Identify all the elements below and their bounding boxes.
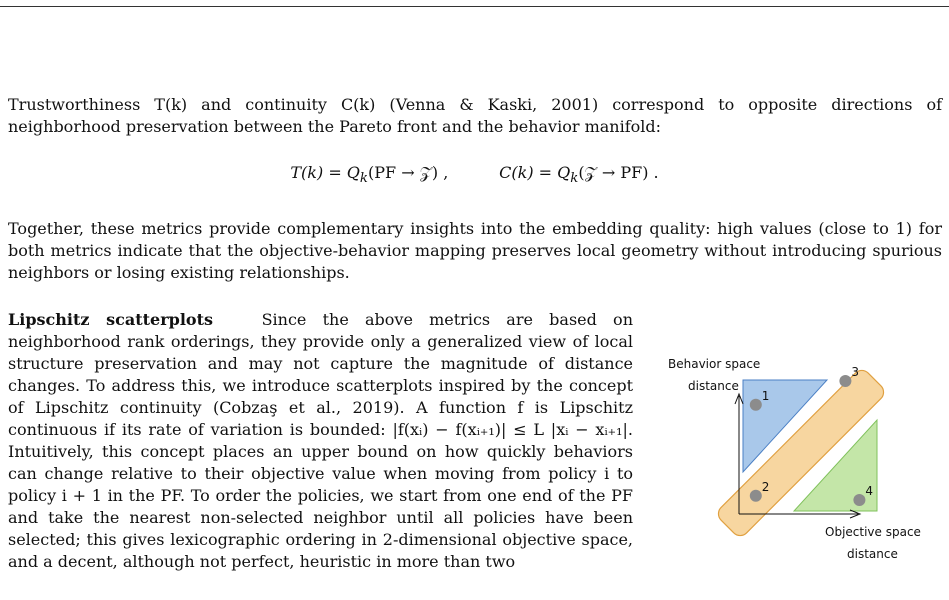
y-axis-label-line2: distance [688, 379, 739, 393]
point-4 [853, 494, 865, 506]
lipschitz-schematic-figure [640, 350, 945, 570]
x-axis-label-line2: distance [847, 547, 898, 561]
point-label-1: 1 [761, 388, 770, 403]
point-1 [750, 399, 762, 411]
eq-left-arg: (PF → 𝒵) , [368, 163, 449, 182]
point-2 [750, 490, 762, 502]
section-heading-lipschitz: Lipschitz scatterplots [8, 310, 213, 329]
paragraph-trustworthiness: Trustworthiness T(k) and continuity C(k) (Venna & Kaski, 2001) correspond to opposite directions of neighborhood preservation between the Pareto front and the behavior manifold: [8, 95, 942, 136]
equation-trustworthiness-continuity [0, 162, 949, 190]
eq-right: C(k) = Q [499, 163, 571, 182]
point-3 [839, 375, 851, 387]
schematic-plot [640, 350, 945, 570]
eq-right-arg: (𝒵 → PF) . [578, 163, 659, 182]
top-rule [0, 6, 949, 7]
y-axis-label-line1: Behavior space [668, 357, 761, 371]
point-label-3: 3 [851, 365, 860, 379]
paragraph-together: Together, these metrics provide complementary insights into the embedding quality: high values (close to 1) for both metrics indicate that the objective-behavior mapping preserves local geometry without introducing spurious neighbors or losing existing relationships. [8, 219, 942, 282]
eq-right-sub: k [570, 171, 579, 187]
point-label-4: 4 [865, 484, 874, 498]
paragraph-lipschitz-text: Since the above metrics are based on neighborhood rank orderings, they provide only a generalized view of local structure preservation and may not capture the magnitude of distance changes. To address this, we introduce scatterplots inspired by the concept of Lipschitz continuity (Cobzaş et al., 2019). A function f is Lipschitz continuous if its rate of variation is bounded: |f(xᵢ) − f(xᵢ₊₁)| ≤ L |xᵢ − xᵢ₊₁|. Intuitively, this concept places an upper bound on how quickly behaviors can change relative to their objective value when moving from policy i to policy i + 1 in the PF. To order the policies, we start from one end of the PF and take the nearest non-selected neighbor until all policies have been selected; this gives lexicographic ordering in 2-dimensional objective space, and a decent, although not perfect, heuristic in more than two [8, 310, 633, 571]
x-axis-label-line1: Objective space [825, 525, 921, 539]
eq-left-sub: k [359, 171, 368, 187]
point-label-2: 2 [761, 479, 770, 494]
paragraph-lipschitz [8, 309, 633, 573]
eq-left: T(k) = Q [290, 163, 360, 182]
